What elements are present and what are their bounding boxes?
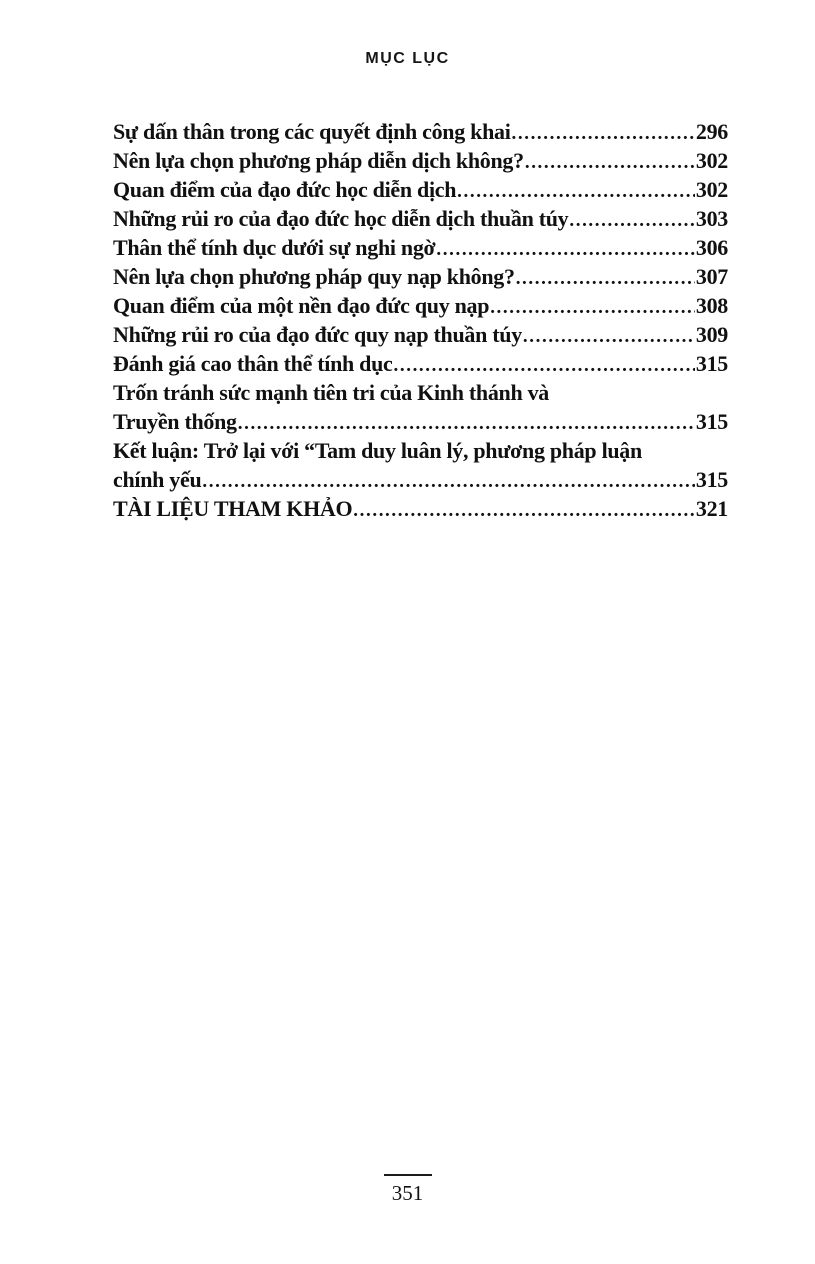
page-title: MỤC LỤC	[365, 50, 450, 67]
toc-page-number: 296	[695, 119, 728, 144]
toc-leader-dots	[512, 117, 695, 148]
toc-leader-dots	[490, 291, 695, 322]
toc-page-number: 302	[695, 148, 728, 173]
toc-leader-dots	[569, 204, 695, 235]
toc-entry	[113, 465, 728, 494]
toc-entry-title: Những rủi ro của đạo đức học diễn dịch thuần túy	[113, 206, 569, 231]
toc-entry-title: Sự dấn thân trong các quyết định công khai	[113, 119, 511, 144]
toc-page-number: 315	[695, 467, 728, 492]
toc-entry-title: Kết luận: Trở lại với “Tam duy luân lý, phương pháp luận	[113, 438, 642, 463]
toc-leader-dots	[353, 494, 695, 525]
toc-leader-dots	[394, 349, 695, 380]
toc-entry	[113, 320, 728, 349]
toc-entry-title: Nên lựa chọn phương pháp diễn dịch không?	[113, 148, 524, 173]
toc-page-number: 306	[695, 235, 728, 260]
toc-page-number: 303	[695, 206, 728, 231]
footer-divider	[384, 1174, 432, 1176]
toc-leader-dots	[457, 175, 695, 206]
toc-page-number: 309	[695, 322, 728, 347]
toc-list	[113, 117, 728, 523]
toc-leader-dots	[436, 233, 694, 264]
toc-leader-dots	[202, 465, 695, 496]
toc-entry-title: Quan điểm của một nền đạo đức quy nạp	[113, 293, 490, 318]
toc-page-number: 307	[695, 264, 728, 289]
toc-entry	[113, 175, 728, 204]
toc-page-number: 302	[695, 177, 728, 202]
toc-leader-dots	[523, 320, 695, 351]
toc-entry	[113, 262, 728, 291]
toc-entry-title: Nên lựa chọn phương pháp quy nạp không?	[113, 264, 515, 289]
toc-entry-title: Đánh giá cao thân thể tính dục	[113, 351, 393, 376]
toc-leader-dots	[238, 407, 695, 438]
toc-leader-dots	[516, 262, 695, 293]
toc-entry	[113, 436, 728, 465]
toc-entry-title: chính yếu	[113, 467, 202, 492]
toc-entry	[113, 291, 728, 320]
toc-page-number: 321	[695, 496, 728, 521]
toc-entry-title: Thân thể tính dục dưới sự nghi ngờ	[113, 235, 436, 260]
toc-entry-title: Trốn tránh sức mạnh tiên tri của Kinh thánh và	[113, 380, 549, 405]
toc-entry-title: Quan điểm của đạo đức học diễn dịch	[113, 177, 457, 202]
toc-entry	[113, 494, 728, 523]
toc-entry	[113, 349, 728, 378]
toc-entry	[113, 378, 728, 407]
toc-entry	[113, 233, 728, 262]
toc-entry	[113, 117, 728, 146]
page-footer	[0, 1174, 815, 1205]
toc-leader-dots	[525, 146, 695, 177]
toc-page-number: 315	[695, 351, 728, 376]
toc-entry-title: Truyền thống	[113, 409, 237, 434]
toc-entry-title: TÀI LIỆU THAM KHẢO	[113, 496, 353, 521]
footer-page-number: 351	[391, 1181, 424, 1205]
toc-entry	[113, 146, 728, 175]
toc-entry	[113, 407, 728, 436]
toc-page-number: 308	[695, 293, 728, 318]
toc-entry	[113, 204, 728, 233]
toc-entry-title: Những rủi ro của đạo đức quy nạp thuần túy	[113, 322, 522, 347]
toc-page-number: 315	[695, 409, 728, 434]
